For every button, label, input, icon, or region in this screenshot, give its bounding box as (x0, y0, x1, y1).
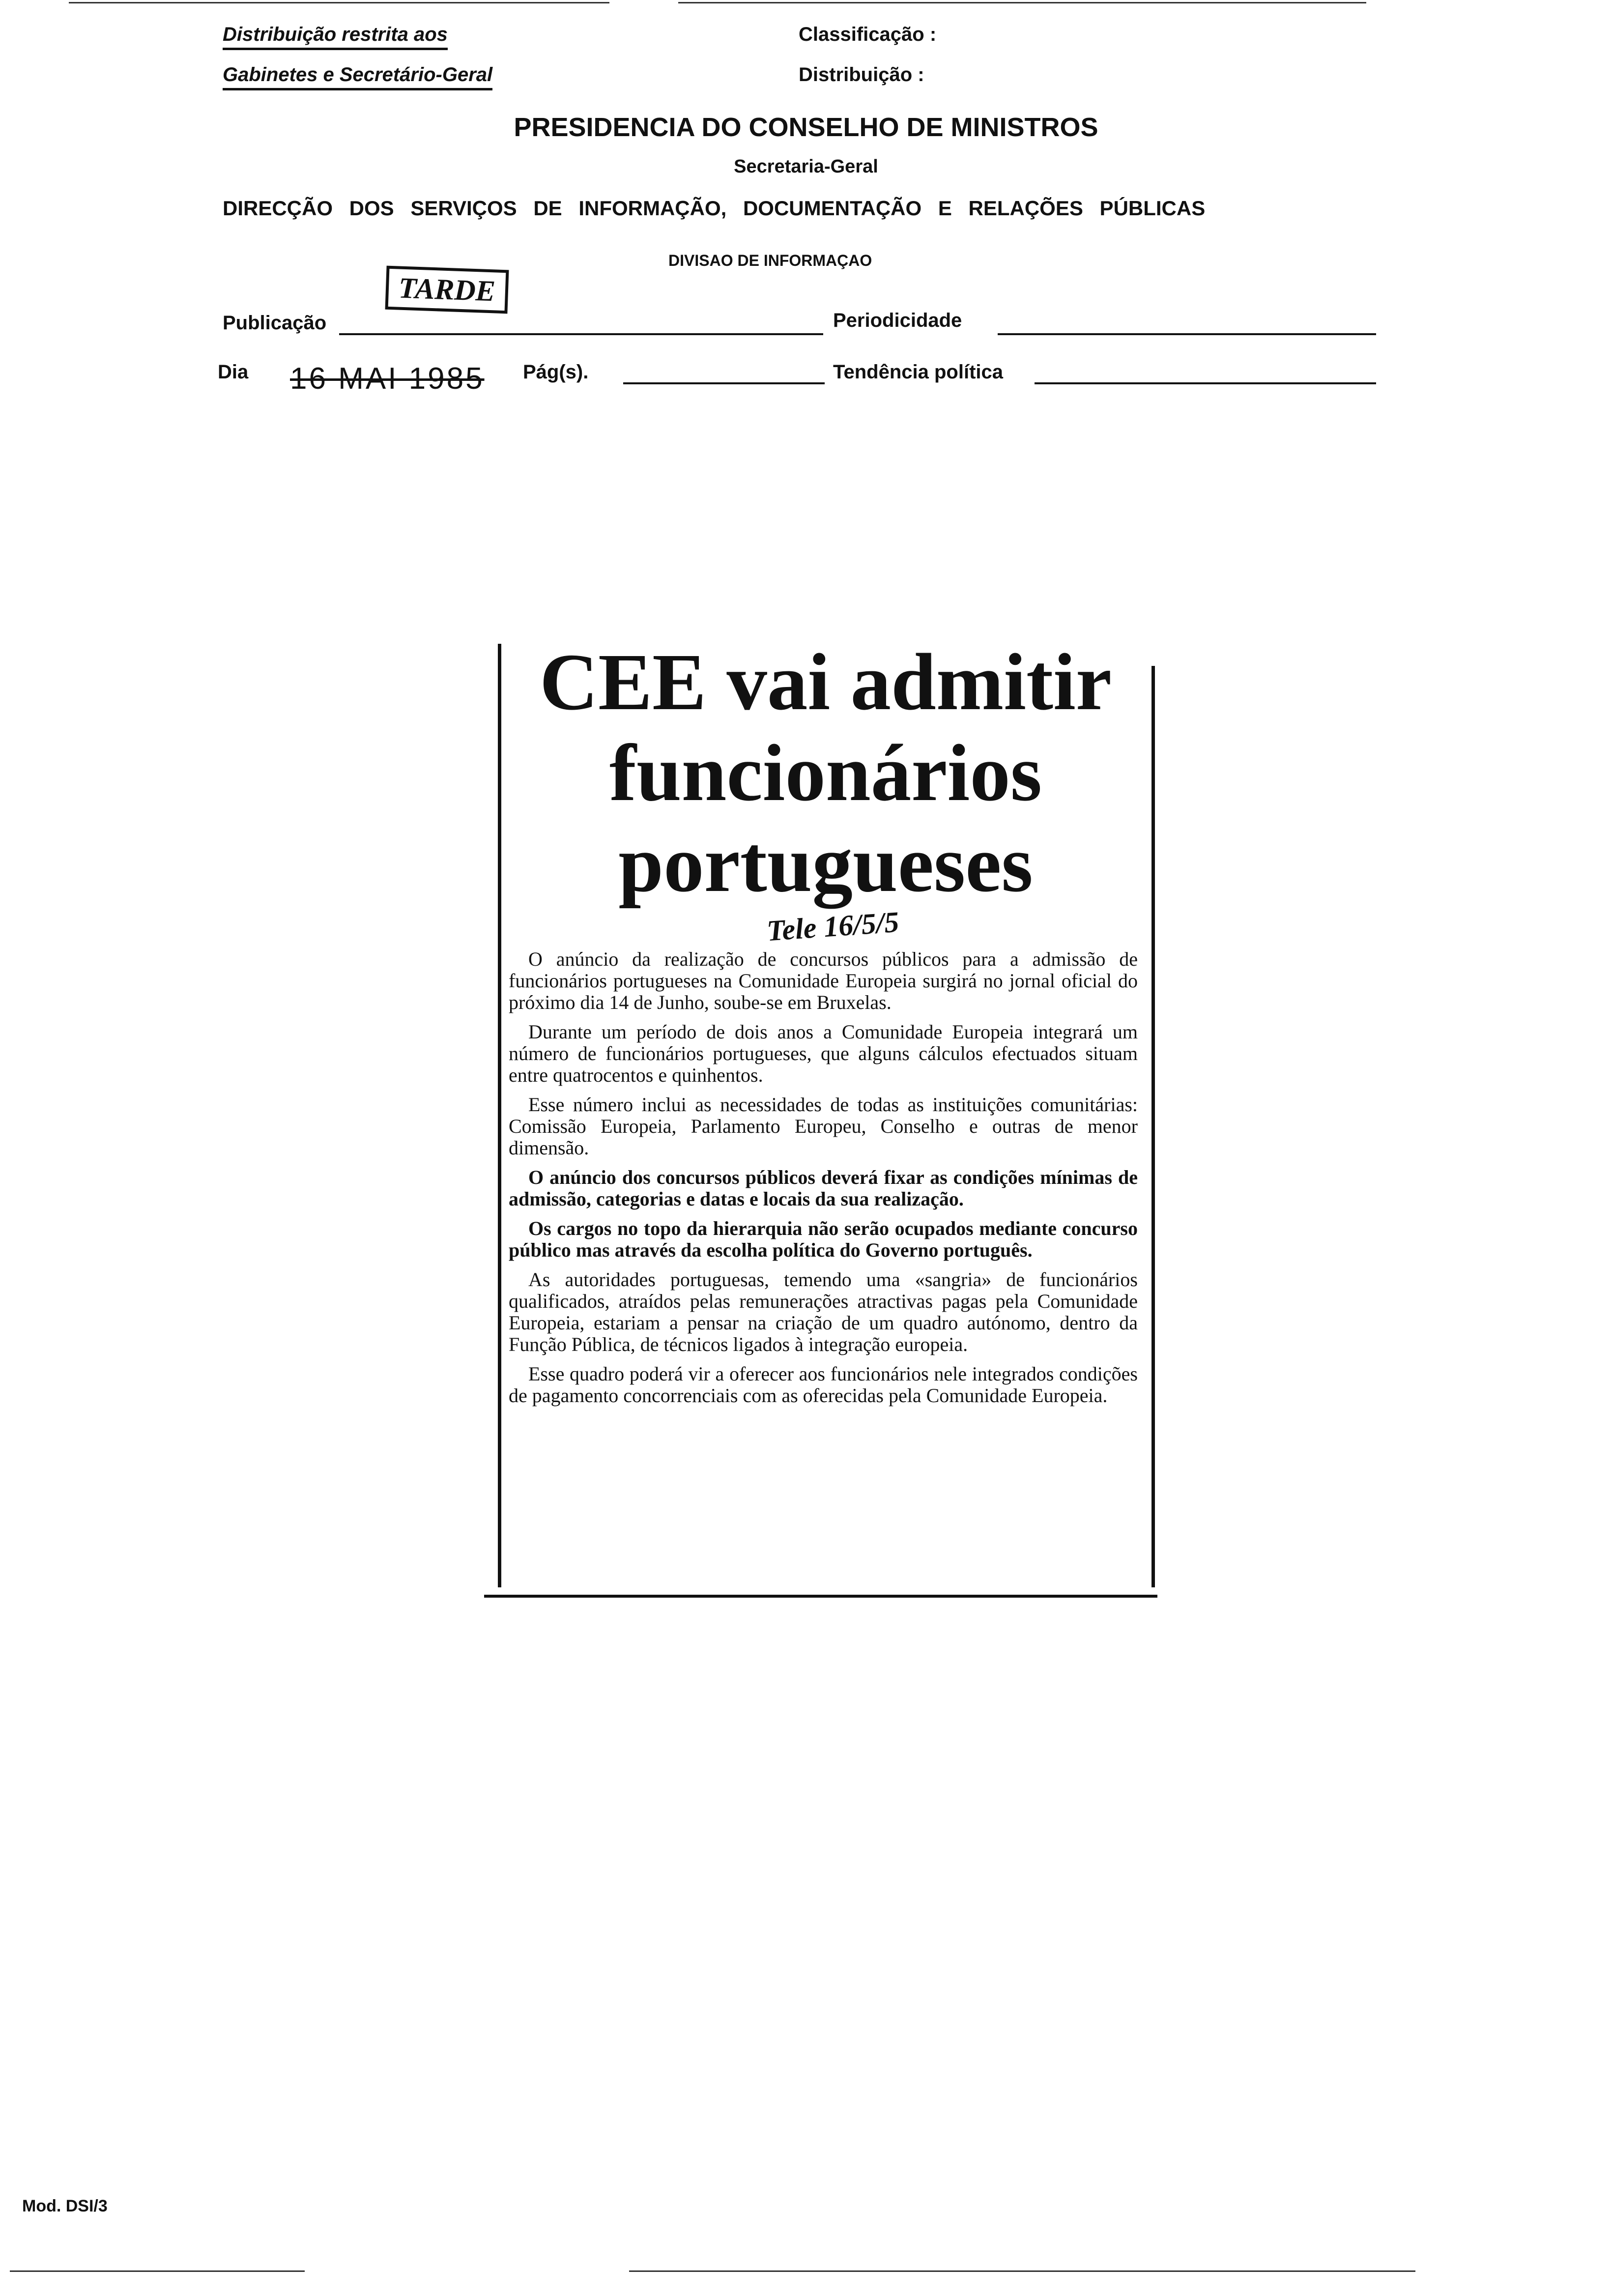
classification-label: Classificação : (799, 24, 937, 45)
scan-edge-bottom (10, 2270, 305, 2272)
day-label: Dia (218, 361, 249, 383)
article-paragraph: Durante um período de dois anos a Comunidade Europeia integrará um número de funcionários portugueses, que alguns cálculos efectuados situam entre quatrocentos e quinhentos. (509, 1021, 1138, 1086)
headline-line3: portugueses (618, 819, 1033, 909)
department-title: Secretaria-Geral (734, 156, 878, 177)
division-title: DIVISAO DE INFORMAÇAO (668, 252, 872, 269)
scan-edge-top (678, 2, 1366, 3)
article-body (509, 948, 1138, 1414)
pages-label: Pág(s). (523, 361, 589, 383)
clipping-right-border (1151, 666, 1155, 1587)
article-paragraph: Esse quadro poderá vir a oferecer aos funcionários nele integrados condições de pagamento concorrenciais com as oferecidas pela Comunidade Europeia. (509, 1363, 1138, 1406)
publication-field-line (339, 333, 823, 335)
headline-line2: funcionários (609, 728, 1042, 818)
directorate-title: DIRECÇÃO DOS SERVIÇOS DE INFORMAÇÃO, DOCUMENTAÇÃO E RELAÇÕES PÚBLICAS (223, 197, 1206, 220)
scan-edge-top (69, 2, 609, 3)
distribution-label: Distribuição : (799, 64, 924, 86)
organization-title: PRESIDENCIA DO CONSELHO DE MINISTROS (514, 113, 1098, 142)
scan-edge-bottom (629, 2270, 1415, 2272)
publication-label: Publicação (223, 312, 327, 334)
political-tendency-label: Tendência política (833, 361, 1003, 383)
periodicity-field-line (998, 333, 1376, 335)
clipping-left-border (498, 644, 501, 1587)
periodicity-label: Periodicidade (833, 310, 962, 331)
clipping-bottom-rule (484, 1595, 1157, 1598)
article-paragraph: Esse número inclui as necessidades de todas as instituições comunitárias: Comissão Europeia, Parlamento Europeu, Conselho e outras de menor dimensão. (509, 1093, 1138, 1159)
article-paragraph: As autoridades portuguesas, temendo uma «sangria» de funcionários qualificados, atraídos pelas remunerações atractivas pagas pela Comunidade Europeia, estariam a pensar na criação de um quadro autónomo, dentro da Função Pública, de técnicos ligados à integração europeia. (509, 1268, 1138, 1355)
article-paragraph: Os cargos no topo da hierarquia não serão ocupados mediante concurso público mas através da escolha política do Governo português. (509, 1217, 1138, 1261)
date-stamp: 16 MAI 1985 (290, 362, 485, 396)
form-code: Mod. DSI/3 (22, 2197, 108, 2215)
distribution-note-line1: Distribuição restrita aos (223, 24, 448, 50)
pages-field-line (623, 382, 825, 384)
article-paragraph: O anúncio dos concursos públicos deverá fixar as condições mínimas de admissão, categorias e datas e locais da sua realização. (509, 1166, 1138, 1210)
political-tendency-field-line (1035, 382, 1376, 384)
headline-line1: CEE vai admitir (539, 637, 1112, 727)
handwritten-note: Tele 16/5/5 (766, 905, 900, 947)
publication-stamp: TARDE (385, 266, 509, 314)
distribution-note-line2: Gabinetes e Secretário-Geral (223, 64, 492, 90)
article-paragraph: O anúncio da realização de concursos públicos para a admissão de funcionários portugueses na Comunidade Europeia surgirá no jornal oficial do próximo dia 14 de Junho, soube-se em Bruxelas. (509, 948, 1138, 1013)
